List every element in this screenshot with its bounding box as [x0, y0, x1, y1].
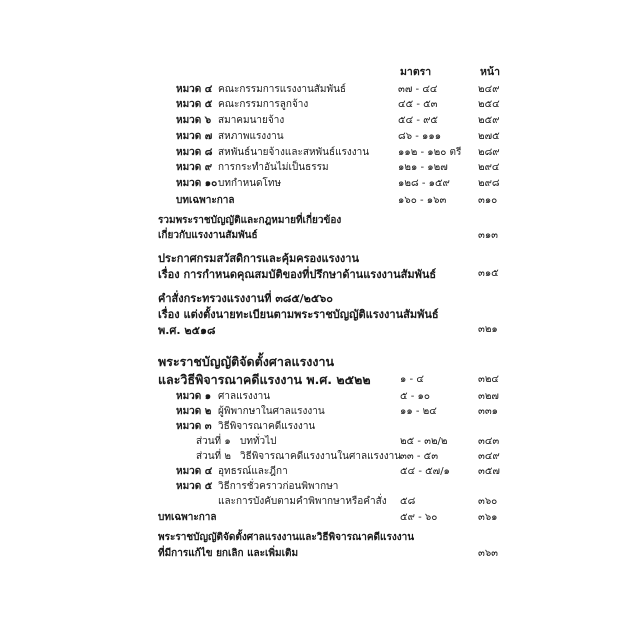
- page-number: ๒๙๘: [478, 178, 500, 189]
- section-range: ๔๕ - ๕๓: [398, 99, 438, 110]
- chapter-title: สหภาพแรงงาน: [218, 131, 284, 142]
- page-number: ๒๔๙: [478, 84, 500, 95]
- section-range: ๘๖ - ๑๑๑: [398, 131, 442, 142]
- chapter-number: หมวด ๕: [176, 481, 213, 492]
- page-number: ๓๒๗: [478, 391, 499, 402]
- page-number: ๓๓๑: [478, 406, 499, 417]
- chapter-number: หมวด ๑๐: [176, 178, 218, 189]
- part-number: ส่วนที่ ๑: [196, 436, 231, 447]
- chapter-number: หมวด ๓: [176, 421, 212, 432]
- chapter-number: หมวด ๒: [176, 406, 212, 417]
- entry-title-line2: เรื่อง แต่งตั้งนายทะเบียนตามพระราชบัญญัติแรงงานสัมพันธ์: [158, 308, 439, 321]
- page-number: ๒๗๕: [478, 131, 500, 142]
- section-range: ๕๔ - ๕๗/๑: [400, 466, 450, 477]
- section-range: ๕ - ๑๐: [400, 391, 430, 402]
- chapter-number: หมวด ๔: [176, 466, 213, 477]
- chapter-title: และการบังคับตามคำพิพากษาหรือคำสั่ง: [218, 496, 387, 507]
- entry-title-line1: พระราชบัญญัติจัดตั้งศาลแรงงานและวิธีพิจารณาคดีแรงงาน: [158, 532, 415, 543]
- page-number: ๓๑๓: [478, 230, 499, 241]
- part-title: บททั่วไป: [240, 436, 277, 447]
- chapter-number: หมวด ๘: [176, 147, 213, 158]
- chapter-title: วิธีพิจารณาคดีแรงงาน: [218, 421, 316, 432]
- section-range: ๕๘: [400, 496, 416, 507]
- section-range: ๒๕ - ๓๒/๒: [400, 436, 448, 447]
- section-range: ๓๓ - ๕๓: [400, 451, 439, 462]
- section-range: ๑ - ๔: [400, 374, 424, 385]
- chapter-title: คณะกรรมการแรงงานสัมพันธ์: [218, 84, 347, 95]
- page-number: ๓๕๗: [478, 466, 500, 477]
- page-number: ๓๑๐: [478, 195, 498, 206]
- column-header-page: หน้า: [480, 66, 500, 78]
- section-range: ๕๙ - ๖๐: [400, 512, 438, 523]
- transitional-label: บทเฉพาะกาล: [158, 512, 217, 523]
- part-title: วิธีพิจารณาคดีแรงงานในศาลแรงงาน: [240, 451, 402, 462]
- entry-title-line1: คำสั่งกระทรวงแรงงานที่ ๓๘๕/๒๕๖๐: [158, 292, 333, 305]
- section-range: ๑๒๑ - ๑๒๗: [398, 162, 448, 173]
- chapter-number: หมวด ๙: [176, 162, 213, 173]
- chapter-number: หมวด ๔: [176, 84, 213, 95]
- page-number: ๓๖๑: [478, 512, 498, 523]
- entry-title-line2: เรื่อง การกำหนดคุณสมบัติของที่ปรึกษาด้านแรงงานสัมพันธ์: [158, 268, 437, 281]
- page-number: ๒๕๔: [478, 99, 500, 110]
- entry-title-line2: ที่มีการแก้ไข ยกเลิก และเพิ่มเติม: [158, 548, 299, 559]
- chapter-title: สมาคมนายจ้าง: [218, 115, 285, 126]
- chapter-title: คณะกรรมการลูกจ้าง: [218, 99, 309, 110]
- section-range: ๑๑ - ๒๔: [400, 406, 437, 417]
- page-number: ๓๔๓: [478, 436, 500, 447]
- entry-title-line1: รวมพระราชบัญญัติและกฎหมายที่เกี่ยวข้อง: [158, 215, 342, 226]
- transitional-label: บทเฉพาะกาล: [176, 195, 235, 206]
- section-range: ๕๔ - ๙๕: [398, 115, 438, 126]
- page-number: ๒๕๙: [478, 115, 500, 126]
- page-number: ๓๒๔: [478, 374, 499, 385]
- chapter-title: ศาลแรงงาน: [218, 391, 271, 402]
- page-number: ๓๔๙: [478, 451, 500, 462]
- page-number: ๓๒๑: [478, 324, 498, 335]
- section-range: ๑๖๐ - ๑๖๓: [398, 195, 447, 206]
- entry-title-line1: พระราชบัญญัติจัดตั้งศาลแรงงาน: [158, 354, 335, 369]
- chapter-title: การกระทำอันไม่เป็นธรรม: [218, 162, 329, 173]
- column-header-sections: มาตรา: [400, 66, 432, 78]
- chapter-number: หมวด ๑: [176, 391, 212, 402]
- section-range: ๓๗ - ๔๔: [398, 84, 438, 95]
- entry-title-line2: และวิธีพิจารณาคดีแรงงาน พ.ศ. ๒๕๒๒: [158, 372, 371, 387]
- chapter-title: ผู้พิพากษาในศาลแรงงาน: [218, 406, 325, 417]
- chapter-title: บทกำหนดโทษ: [218, 178, 282, 189]
- page-number: ๒๙๔: [478, 162, 500, 173]
- chapter-title: อุทธรณ์และฎีกา: [218, 466, 288, 477]
- page-number: ๓๑๕: [478, 268, 499, 279]
- entry-title-line1: ประกาศกรมสวัสดิการและคุ้มครองแรงงาน: [158, 252, 359, 265]
- section-range: ๑๑๒ - ๑๒๐ ตรี: [398, 147, 462, 158]
- entry-title-line3: พ.ศ. ๒๕๑๘: [158, 324, 216, 337]
- page-number: ๓๖๐: [478, 496, 498, 507]
- chapter-title: สหพันธ์นายจ้างและสหพันธ์แรงงาน: [218, 147, 370, 158]
- page-number: ๒๘๙: [478, 147, 500, 158]
- entry-title-line2: เกี่ยวกับแรงงานสัมพันธ์: [158, 230, 258, 241]
- chapter-number: หมวด ๖: [176, 115, 212, 126]
- chapter-title: วิธีการชั่วคราวก่อนพิพากษา: [218, 481, 339, 492]
- chapter-number: หมวด ๕: [176, 99, 213, 110]
- part-number: ส่วนที่ ๒: [196, 451, 231, 462]
- section-range: ๑๒๘ - ๑๕๙: [398, 178, 450, 189]
- chapter-number: หมวด ๗: [176, 131, 213, 142]
- page-number: ๓๖๓: [478, 548, 499, 559]
